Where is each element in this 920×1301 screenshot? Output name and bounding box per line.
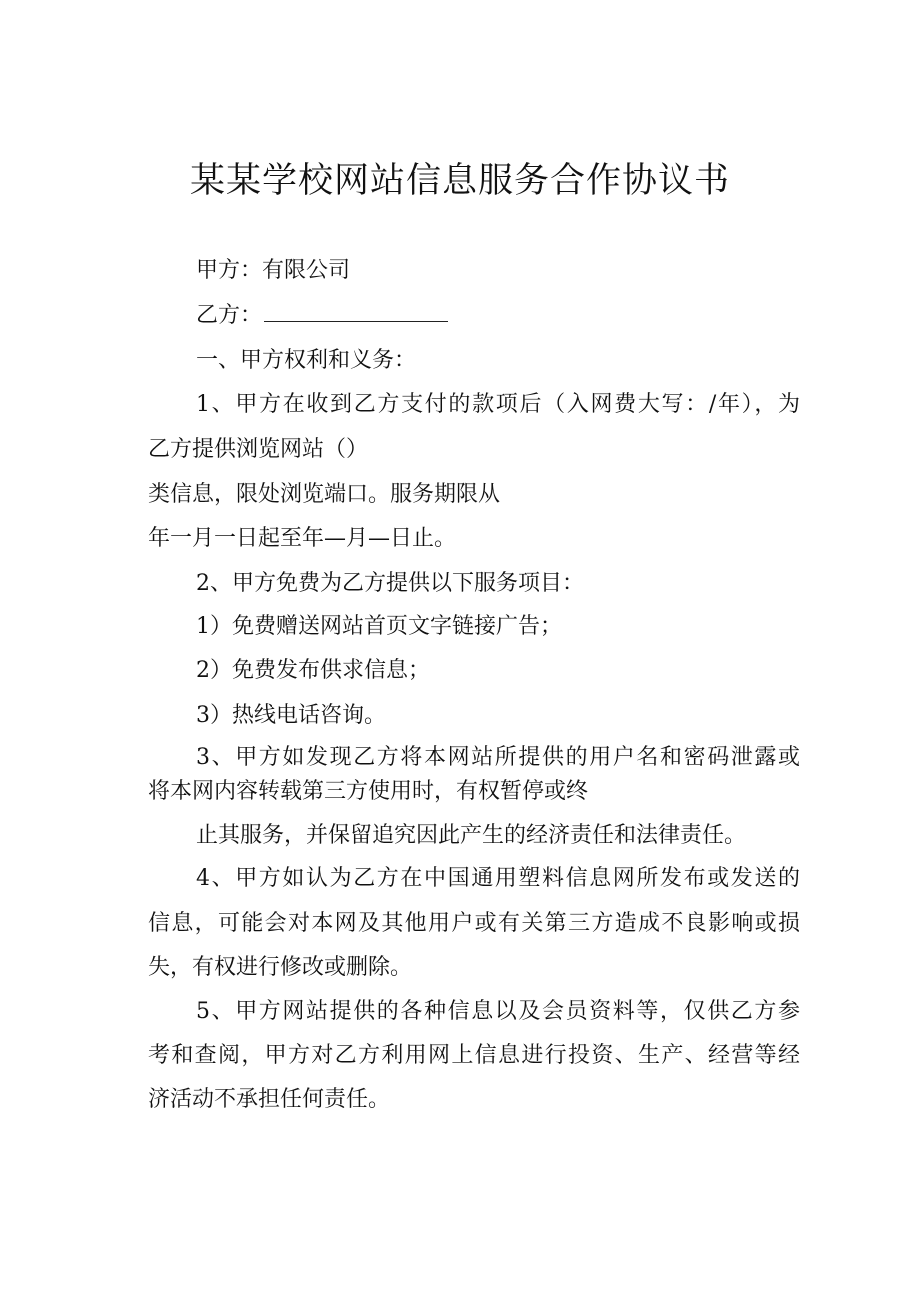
paragraph-line: 年一月一日起至年—月—日止。 (148, 526, 457, 551)
paragraph-line: 5、甲方网站提供的各种信息以及会员资料等，仅供乙方参 (196, 999, 800, 1024)
party-b-line (196, 301, 448, 331)
list-item: 3）热线电话咨询。 (196, 703, 386, 728)
paragraph-line: 4、甲方如认为乙方在中国通用塑料信息网所发布或发送的 (196, 866, 800, 891)
paragraph-line: 乙方提供浏览网站（） (148, 437, 369, 462)
document-title: 某某学校网站信息服务合作协议书 (189, 161, 730, 201)
paragraph-line: 类信息，限处浏览端口。服务期限从 (148, 482, 501, 507)
paragraph-line: 济活动不承担任何责任。 (148, 1087, 391, 1112)
paragraph-line: 止其服务，并保留追究因此产生的经济责任和法律责任。 (196, 823, 747, 848)
section-heading: 一、甲方权利和义务： (196, 348, 417, 373)
paragraph-line: 3、甲方如发现乙方将本网站所提供的用户名和密码泄露或 (196, 745, 800, 770)
paragraph-line: 2、甲方免费为乙方提供以下服务项目： (196, 571, 584, 596)
paragraph-line: 考和查阅，甲方对乙方利用网上信息进行投资、生产、经营等经 (148, 1043, 800, 1068)
paragraph-line: 1、甲方在收到乙方支付的款项后（入网费大写：/年），为 (196, 392, 800, 417)
list-item: 2）免费发布供求信息； (196, 658, 430, 683)
paragraph-line: 将本网内容转载第三方使用时，有权暂停或终 (148, 779, 589, 804)
paragraph-line: 信息，可能会对本网及其他用户或有关第三方造成不良影响或损 (148, 911, 800, 936)
party-b-blank-field (264, 301, 448, 322)
party-b-label: 乙方： (196, 303, 263, 328)
paragraph-line: 失，有权进行修改或删除。 (148, 955, 413, 980)
party-a-line: 甲方：有限公司 (196, 258, 351, 283)
list-item: 1）免费赠送网站首页文字链接广告； (196, 614, 562, 639)
